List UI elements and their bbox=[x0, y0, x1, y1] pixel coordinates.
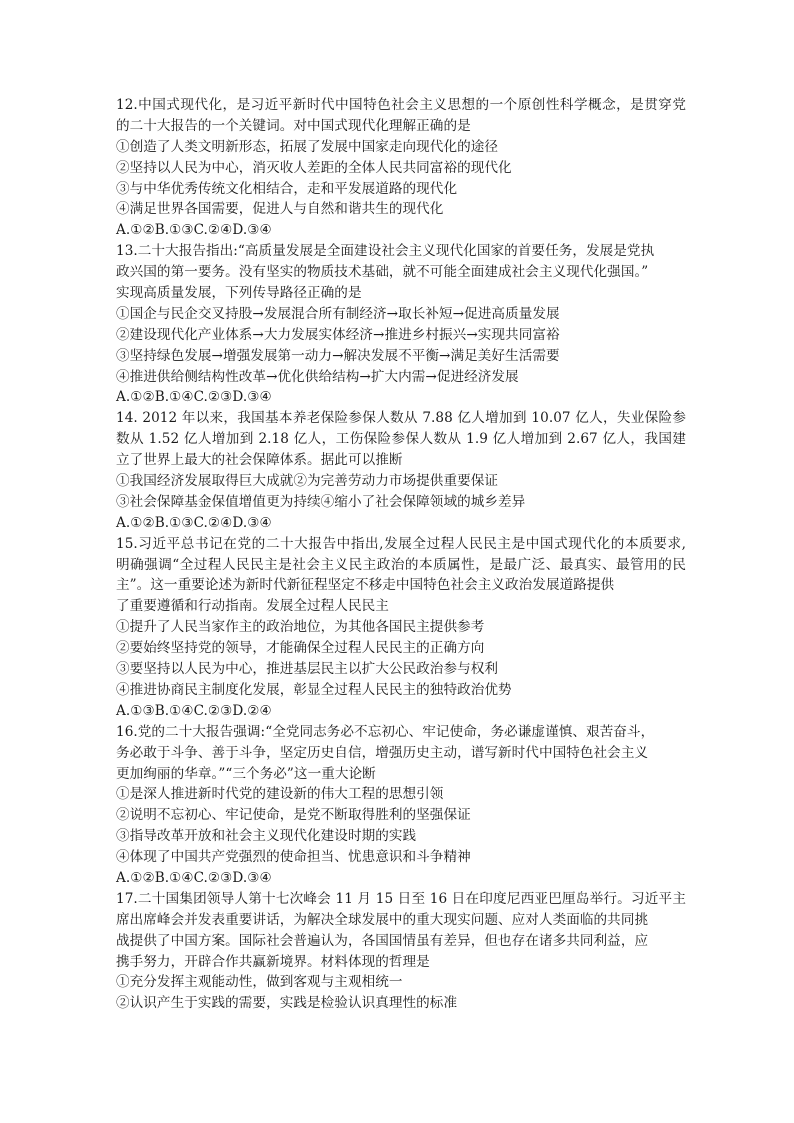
answer-choices: A.①③B.①④C.②③D.②④ bbox=[116, 702, 272, 719]
question-stem-line: 13.二十大报告指出:“高质量发展是全面建设社会主义现代化国家的首要任务，发展是党执 bbox=[116, 243, 655, 260]
answer-choices: A.①②B.①④C.②③D.③④ bbox=[116, 389, 272, 406]
question-stem-line: 16.党的二十大报告强调:“全党同志务必不忘初心、牢记使命，务必谦虚谨慎、艰苦奋斗， bbox=[116, 723, 655, 740]
question-stem-line: 14. 2012 年以来，我国基本养老保险参保人数从 7.88 亿人增加到 10.07 亿人，失业保险参 bbox=[116, 410, 686, 427]
option-line: ④满足世界各国需要，促进人与自然和谐共生的现代化 bbox=[116, 201, 444, 218]
option-line: ②说明不忘初心、牢记使命，是党不断取得胜利的坚强保证 bbox=[116, 807, 471, 824]
answer-choices: A.①②B.①③C.②④D.③④ bbox=[116, 222, 272, 239]
option-line: ②认识产生于实践的需要，实践是检验认识真理性的标准 bbox=[116, 995, 458, 1012]
question-stem-line: 实现高质量发展，下列传导路径正确的是 bbox=[116, 285, 362, 302]
option-line: ①我国经济发展取得巨大成就②为完善劳动力市场提供重要保证 bbox=[116, 473, 499, 490]
question-17 bbox=[116, 889, 686, 1014]
question-stem-line: 了重要遵循和行动指南。发展全过程人民民主 bbox=[116, 598, 389, 615]
question-stem-line: 务必敢于斗争、善于斗争，坚定历史自信，增强历史主动，谱写新时代中国特色社会主义 bbox=[116, 744, 649, 761]
answer-choices: A.①②B.①④C.②③D.③④ bbox=[116, 869, 272, 886]
question-stem-line: 17.二十国集团领导人第十七次峰会 11 月 15 日至 16 日在印度尼西亚巴厘岛举行。习近平主 bbox=[116, 890, 686, 907]
exam-page bbox=[116, 95, 686, 1014]
option-line: ③指导改革开放和社会主义现代化建设时期的实践 bbox=[116, 828, 417, 845]
question-stem-line: 的二十大报告的一个关键词。对中国式现代化理解正确的是 bbox=[116, 117, 471, 134]
question-stem-line: 席出席峰会并发表重要讲话，为解决全球发展中的重大现实问题、应对人类面临的共同挑 bbox=[116, 911, 649, 928]
question-stem-line: 战提供了中国方案。国际社会普遍认为，各国国情虽有差异，但也存在诸多共同利益，应 bbox=[116, 932, 649, 949]
option-line: ③坚持绿色发展→增强发展第一动力→解决发展不平衡→满足美好生活需要 bbox=[116, 347, 560, 364]
option-line: ①充分发挥主观能动性，做到客观与主观相统一 bbox=[116, 974, 403, 991]
option-line: ③与中华优秀传统文化相结合，走和平发展道路的现代化 bbox=[116, 180, 458, 197]
question-stem-line: 数从 1.52 亿人增加到 2.18 亿人，工伤保险参保人数从 1.9 亿人增加到 2.67 亿人，我国建 bbox=[116, 431, 686, 448]
option-line: ③社会保障基金保值增值更为持续④缩小了社会保障领域的城乡差异 bbox=[116, 493, 526, 510]
option-line: ④推进协商民主制度化发展，彰显全过程人民民主的独特政治优势 bbox=[116, 681, 512, 698]
option-line: ④体现了中国共产党强烈的使命担当、忧患意识和斗争精神 bbox=[116, 849, 471, 866]
question-stem-line: 政兴国的第一要务。没有坚实的物质技术基础，就不可能全面建成社会主义现代化强国。” bbox=[116, 264, 649, 281]
question-16 bbox=[116, 722, 686, 889]
option-line: ②建设现代化产业体系→大力发展实体经济→推进乡村振兴→实现共同富裕 bbox=[116, 326, 560, 343]
option-line: ①国企与民企交叉持股→发展混合所有制经济→取长补短→促进高质量发展 bbox=[116, 305, 560, 322]
option-line: ①是深人推进新时代党的建设新的伟大工程的思想引领 bbox=[116, 786, 444, 803]
question-15 bbox=[116, 534, 686, 722]
question-14 bbox=[116, 408, 686, 533]
question-stem-line: 更加绚丽的华章。”“三个务必”这一重大论断 bbox=[116, 765, 376, 782]
question-stem-line: 15.习近平总书记在党的二十大报告中指出,发展全过程人民民主是中国式现代化的本质要求, bbox=[116, 535, 686, 552]
option-line: ①提升了人民当家作主的政治地位，为其他各国民主提供参考 bbox=[116, 619, 485, 636]
option-line: ①创造了人类文明新形态，拓展了发展中国家走向现代化的途径 bbox=[116, 138, 499, 155]
option-line: ④推进供给侧结构性改革→优化供给结构→扩大内需→促进经济发展 bbox=[116, 368, 519, 385]
answer-choices: A.①②B.①③C.②④D.③④ bbox=[116, 514, 272, 531]
question-stem-line: 12.中国式现代化，是习近平新时代中国特色社会主义思想的一个原创性科学概念，是贯穿党 bbox=[116, 97, 686, 113]
question-13 bbox=[116, 241, 686, 408]
question-stem-line: 携手努力，开辟合作共赢新境界。材料体现的哲理是 bbox=[116, 953, 430, 970]
question-12 bbox=[116, 95, 686, 241]
option-line: ②要始终坚持党的领导，才能确保全过程人民民主的正确方向 bbox=[116, 640, 485, 657]
question-stem-line: 明确强调“全过程人民民主是社会主义民主政治的本质属性，是最广泛、最真实、最管用的民 bbox=[116, 556, 686, 573]
option-line: ③要坚持以人民为中心，推进基层民主以扩大公民政治参与权利 bbox=[116, 661, 499, 678]
option-line: ②坚持以人民为中心，消灭收人差距的全体人民共同富裕的现代化 bbox=[116, 159, 512, 176]
question-stem-line: 立了世界上最大的社会保障体系。据此可以推断 bbox=[116, 452, 403, 469]
question-stem-line: 主”。这一重要论述为新时代新征程坚定不移走中国特色社会主义政治发展道路提供 bbox=[116, 577, 615, 594]
